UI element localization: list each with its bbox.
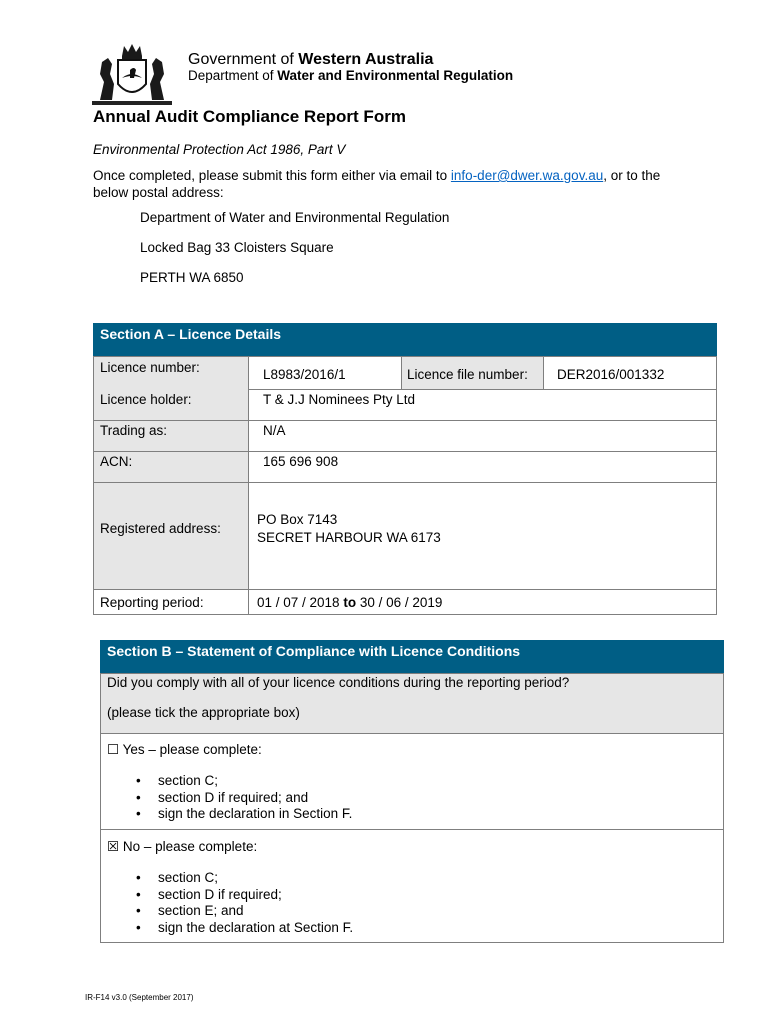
coat-of-arms-logo (90, 40, 174, 106)
no-items-list (136, 870, 353, 936)
intro-paragraph: Once completed, please submit this form either via email to info-der@dwer.wa.gov.au, or to the below postal address: (93, 168, 661, 200)
section-a-heading: Section A – Licence Details (93, 323, 717, 356)
licence-holder-value: T & J.J Nominees Pty Ltd (263, 392, 416, 407)
yes-option (107, 742, 262, 758)
reporting-period-label: Reporting period: (100, 595, 204, 610)
reporting-period-value: 01 / 07 / 2018 to 30 / 06 / 2019 (257, 595, 443, 610)
list-item: • section D if required; (136, 887, 353, 904)
list-item: • section E; and (136, 903, 353, 920)
licence-file-number-value: DER2016/001332 (557, 367, 665, 382)
registered-address-label: Registered address: (100, 521, 221, 536)
tick-instruction: (please tick the appropriate box) (107, 705, 300, 720)
postal-address-line: Department of Water and Environmental Regulation (140, 210, 450, 225)
list-item: • sign the declaration at Section F. (136, 920, 353, 937)
acn-value: 165 696 908 (263, 454, 339, 469)
email-link[interactable]: info-der@dwer.wa.gov.au (450, 168, 604, 183)
compliance-question: Did you comply with all of your licence conditions during the reporting period? (107, 675, 570, 690)
no-label: No – please complete: (122, 839, 258, 854)
list-item: • section D if required; and (136, 790, 352, 807)
licence-number-label: Licence number: (100, 360, 200, 375)
section-b-heading: Section B – Statement of Compliance with Licence Conditions (100, 640, 724, 673)
trading-as-label: Trading as: (100, 423, 168, 438)
yes-label: Yes – please complete: (122, 742, 262, 757)
yes-checkbox[interactable]: ☐ (107, 742, 120, 757)
act-subtitle: Environmental Protection Act 1986, Part V (93, 142, 346, 157)
licence-file-number-label: Licence file number: (407, 367, 528, 382)
section-a-table (93, 323, 717, 615)
licence-holder-label: Licence holder: (100, 392, 192, 407)
form-title: Annual Audit Compliance Report Form (93, 107, 406, 126)
list-item: • sign the declaration in Section F. (136, 806, 352, 823)
form-version-footer: IR-F14 v3.0 (September 2017) (85, 993, 194, 1002)
registered-address-line1: PO Box 7143 (257, 512, 338, 527)
postal-address-line: Locked Bag 33 Cloisters Square (140, 240, 334, 255)
list-item: • section C; (136, 870, 353, 887)
registered-address-line2: SECRET HARBOUR WA 6173 (257, 530, 441, 545)
list-item: • section C; (136, 773, 352, 790)
org-name-line2: Department of Water and Environmental Regulation (188, 68, 514, 83)
section-b-table (100, 640, 724, 943)
no-checkbox[interactable]: ☒ (107, 839, 120, 854)
acn-label: ACN: (100, 454, 133, 469)
no-option (107, 839, 257, 855)
yes-items-list (136, 773, 352, 823)
licence-number-value: L8983/2016/1 (263, 367, 346, 382)
postal-address-line: PERTH WA 6850 (140, 270, 244, 285)
trading-as-value: N/A (263, 423, 286, 438)
org-name-line1: Government of Western Australia (188, 51, 434, 68)
